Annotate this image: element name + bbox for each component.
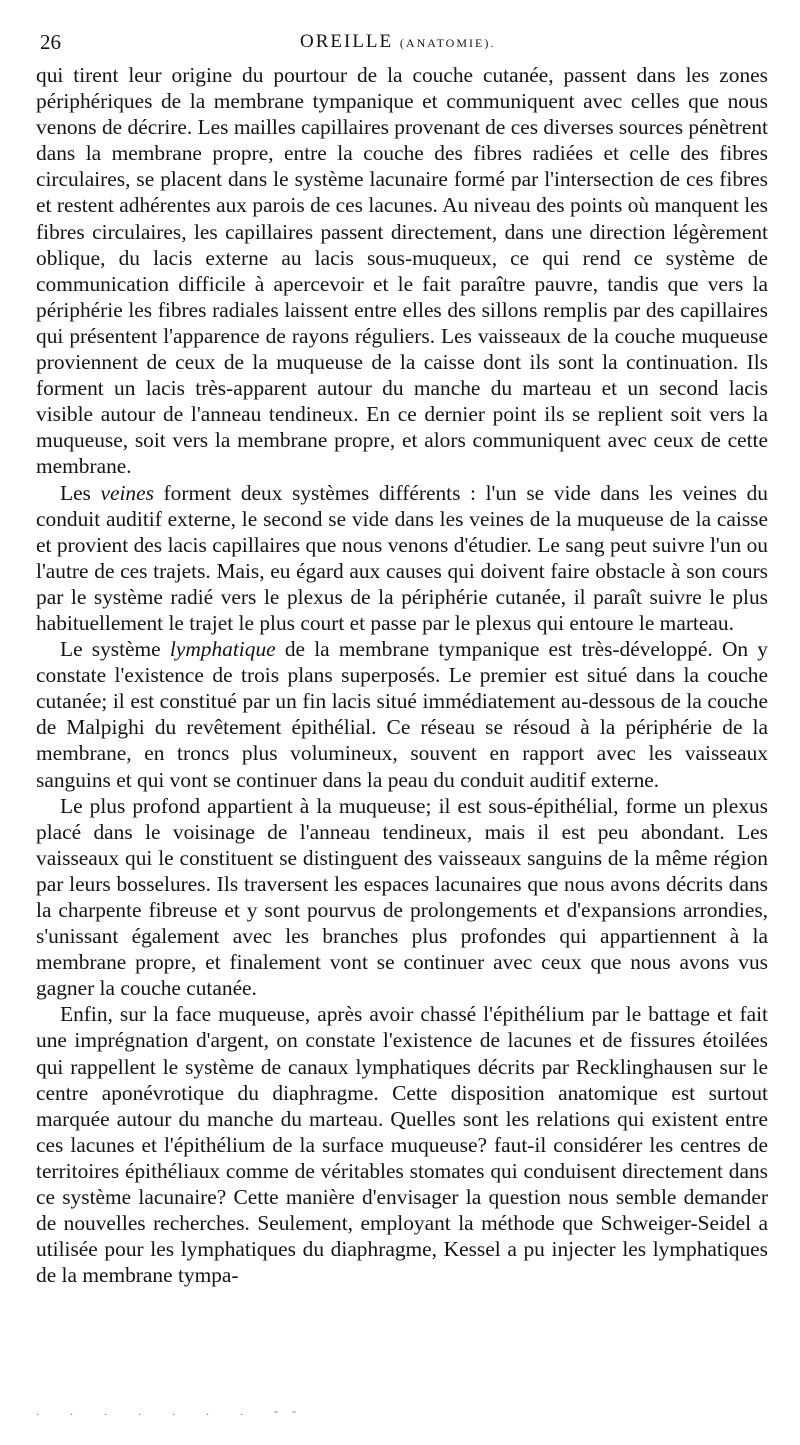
- running-title-main: OREILLE: [300, 31, 394, 52]
- text-run: qui tirent leur origine du pourtour de la couche cutanée, passent dans les zones périphériques de la membrane tympanique et communiquent avec celles que nous venons de décrire. Les mailles capillaires provenant de ces diverses sources pénètrent dans la membrane propre, entre la couche des fibres radiées et celle des fibres circulaires, se placent dans le système lacunaire formé par l'intersection de ces fibres et restent adhérentes aux parois de ces lacunes. Au niveau des points où manquent les fibres circulaires, les capillaires passent directement, dans une direction légèrement oblique, du lacis externe au lacis sous-muqueux, ce qui rend ce système de communication difficile à apercevoir et le fait paraître pauvre, tandis que vers la périphérie les fibres radiales laissent entre elles des sillons remplis par des capillaires qui présentent l'apparence de rayons réguliers. Les vaisseaux de la couche muqueuse proviennent de ceux de la muqueuse de la caisse dont ils sont la continuation. Ils forment un lacis très-apparent autour du manche du marteau et un second lacis visible autour de l'anneau tendineux. En ce dernier point ils se replient soit vers la muqueuse, soit vers la membrane propre, et alors communiquent avec ceux de cette membrane.: [36, 63, 768, 479]
- running-title: [300, 31, 495, 53]
- text-run: Enfin, sur la face muqueuse, après avoir chassé l'épithélium par le battage et fait une imprégnation d'argent, on constate l'existence de lacunes et de fissures étoilées qui rappellent le système de canaux lymphatiques décrits par Recklinghausen sur le centre aponévrotique du diaphragme. Cette disposition anatomique est surtout marquée autour du manche du marteau. Quelles sont les relations qui existent entre ces lacunes et l'épithélium de la surface muqueuse? faut-il considérer les centres de territoires épithéliaux comme de véritables stomates qui conduisent directement dans ce système lacunaire? Cette manière d'envisager la question nous semble demander de nouvelles recherches. Seulement, employant la méthode que Schweiger-Seidel a utilisée pour les lymphatiques du diaphragme, Kessel a pu injecter les lymphatiques de la membrane tympa-: [36, 1002, 768, 1288]
- text-run: Le système: [60, 637, 170, 662]
- paragraph: [36, 636, 768, 793]
- text-run: Le plus profond appartient à la muqueuse; il est sous-épithélial, forme un plexus placé dans le voisinage de l'anneau tendineux, mais il est peu abondant. Les vaisseaux qui le constituent se distinguent des vaisseaux sanguins de la même région par leurs bosselures. Ils traversent les espaces lacunaires que nous avons décrits dans la charpente fibreuse et y sont pourvus de prolongements et d'expansions arrondies, s'unissant également avec les branches plus profondes qui appartiennent à la membrane propre, et finalement vont se continuer avec ceux que nous avons vus gagner la couche cutanée.: [36, 793, 768, 1001]
- italic-term: veines: [100, 480, 154, 505]
- running-head: [36, 26, 768, 62]
- paragraph: [36, 480, 768, 637]
- footer-marks: . . . . . . . --: [36, 1404, 310, 1418]
- book-page: [36, 26, 768, 1288]
- page-number: 26: [40, 30, 61, 54]
- text-run: forment deux systèmes différents : l'un se vide dans les veines du conduit auditif externe, le second se vide dans les veines de la muqueuse de la caisse et provient des lacis capillaires que nous venons d'étudier. Le sang peut suivre l'un ou l'autre de ces trajets. Mais, eu égard aux causes qui doivent faire obstacle à son cours par le système radié vers le plexus de la périphérie cutanée, il paraît suivre le plus habituellement le trajet le plus court et passe par le plexus qui entoure le marteau.: [36, 480, 768, 635]
- text-run: de la membrane tympanique est très-développé. On y constate l'existence de trois plans superposés. Le premier est situé dans la couche cutanée; il est constitué par un fin lacis situé immédiatement au-dessous de la couche de Malpighi du revêtement épithélial. Ce réseau se résoud à la périphérie de la membrane, en troncs plus volumineux, souvent en rapport avec les vaisseaux sanguins et qui vont se continuer dans la peau du conduit auditif externe.: [36, 637, 769, 792]
- body-text: [36, 62, 768, 1288]
- text-run: Les: [60, 480, 101, 505]
- running-title-subtitle: (ANATOMIE).: [399, 36, 496, 50]
- paragraph: [36, 793, 768, 1002]
- paragraph: [36, 1001, 768, 1288]
- italic-term: lymphatique: [169, 637, 276, 662]
- paragraph: [36, 62, 768, 480]
